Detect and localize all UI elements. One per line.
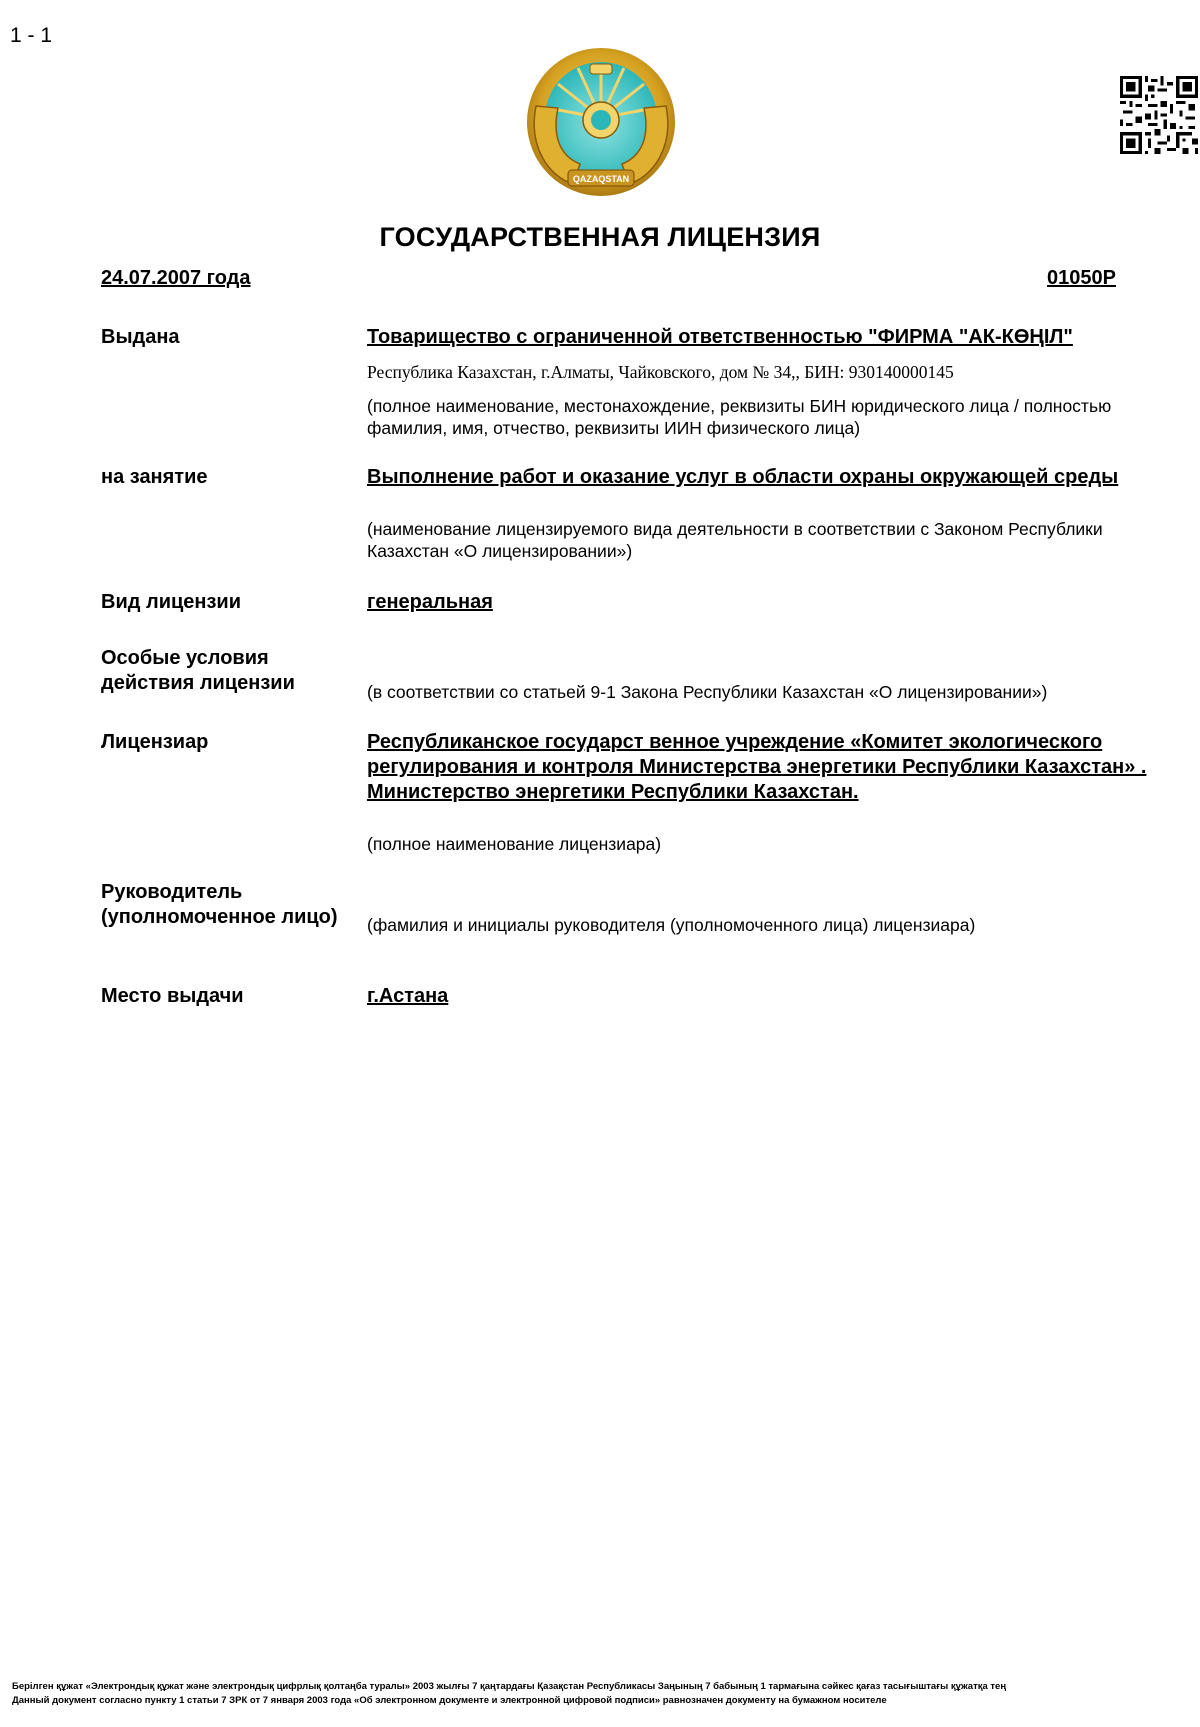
special-conditions-label-line1: Особые условия — [101, 647, 269, 669]
licensor-note: (полное наименование лицензиара) — [367, 834, 662, 854]
head-label — [101, 880, 338, 930]
page-number: 1 - 1 — [10, 24, 53, 47]
activity-note: (наименование лицензируемого вида деятельности в соответствии с Законом Республики Казахстан «О лицензировании») — [367, 519, 1103, 561]
license-type-label: Вид лицензии — [101, 591, 242, 613]
qr-code-icon — [1120, 76, 1198, 154]
special-conditions-label-line2: действия лицензии — [101, 672, 295, 694]
place-label: Место выдачи — [101, 985, 244, 1007]
license-number: 01050P — [1047, 267, 1116, 289]
footer-notice — [12, 1680, 1192, 1708]
issued-to-label: Выдана — [101, 326, 180, 348]
footer-line-kazakh: Берілген құжат «Электрондық құжат және электрондық цифрлық қолтаңба туралы» 2003 жылғы 7 қаңтардағы Қазақстан Республикасы Заңының 7 бабының 1 тармағына сәйкес қағаз тасығыштағы құжатқа тең — [12, 1681, 1007, 1692]
licensor-value: Республиканское государст венное учреждение «Комитет экологического регулирования и контроля Министерства энергетики Республики Казахстан» . Министерство энергетики Республики Казахстан. — [367, 731, 1147, 803]
head-label-line2: (уполномоченное лицо) — [101, 906, 338, 928]
place-value: г.Астана — [367, 985, 449, 1007]
kazakhstan-state-emblem-icon — [518, 46, 684, 200]
footer-line-russian: Данный документ согласно пункту 1 статьи 7 ЗРК от 7 января 2003 года «Об электронном документе и электронной цифровой подписи» равнозначен документу на бумажном носителе — [12, 1695, 887, 1706]
issued-to-note: (полное наименование, местонахождение, реквизиты БИН юридического лица / полностью фамилия, имя, отчество, реквизиты ИИН физического лица) — [367, 396, 1112, 438]
issue-date: 24.07.2007 года — [101, 267, 251, 289]
head-label-line1: Руководитель — [101, 881, 243, 903]
emblem-text: QAZAQSTAN — [572, 174, 630, 184]
issued-to-address: Республика Казахстан, г.Алматы, Чайковского, дом № 34,, БИН: 930140000145 — [367, 362, 954, 382]
document-title: ГОСУДАРСТВЕННАЯ ЛИЦЕНЗИЯ — [379, 222, 821, 252]
special-conditions-note: (в соответствии со статьей 9-1 Закона Республики Казахстан «О лицензировании») — [367, 682, 1048, 702]
issued-to-value: Товарищество с ограниченной ответственностью "ФИРМА "АК-КӨҢІЛ" — [367, 326, 1073, 348]
licensor-label: Лицензиар — [101, 731, 209, 753]
activity-value: Выполнение работ и оказание услуг в области охраны окружающей среды — [367, 466, 1119, 488]
activity-label: на занятие — [101, 466, 208, 488]
license-type-value: генеральная — [367, 591, 493, 613]
special-conditions-label — [101, 646, 295, 696]
head-note: (фамилия и инициалы руководителя (уполномоченного лица) лицензиара) — [367, 915, 976, 935]
